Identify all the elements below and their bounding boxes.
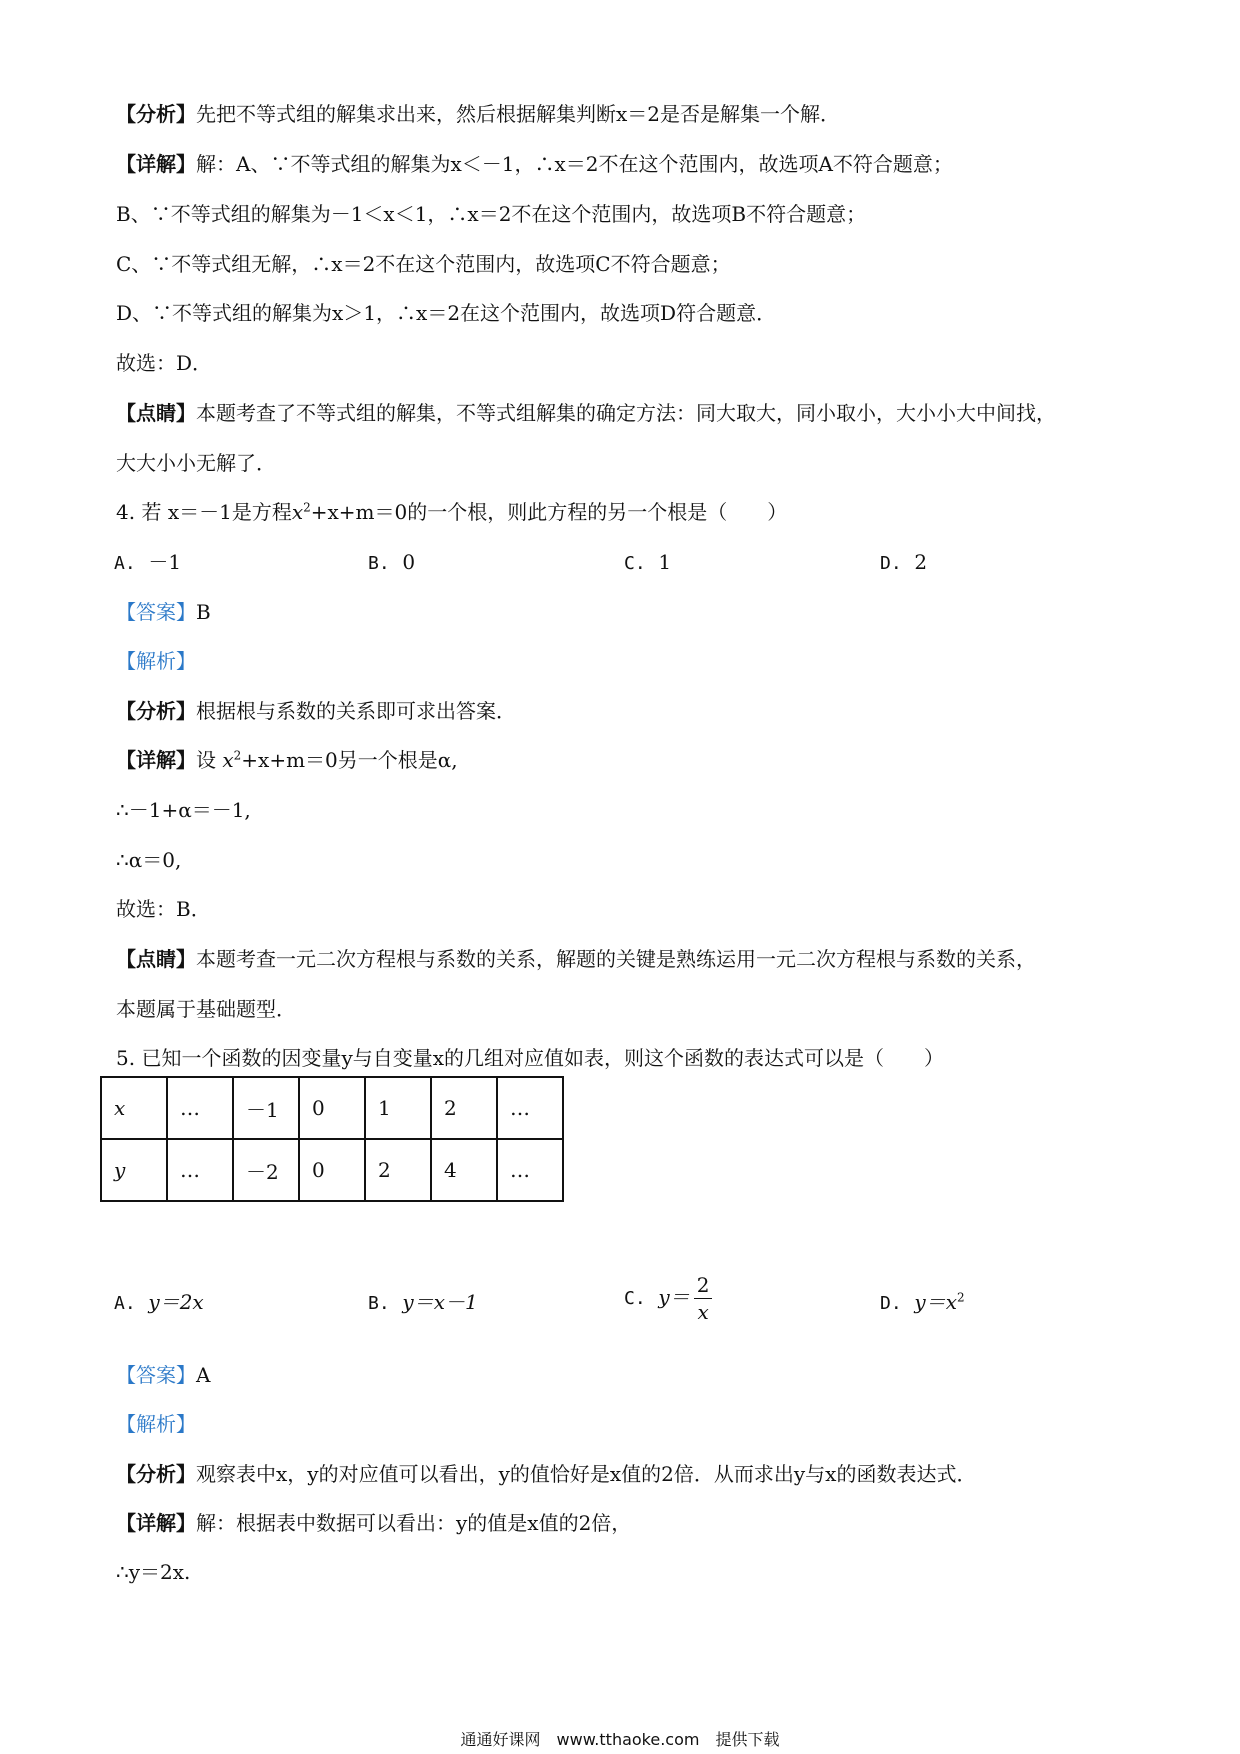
q4-detail-var: x [222,748,234,772]
table-cell: … [167,1139,233,1201]
q3-detail-a: 解：A、∵不等式组的解集为x＜－1，∴x＝2不在这个范围内，故选项A不符合题意； [196,152,953,176]
q5-option-d-sup: 2 [956,1290,965,1305]
q3-detail-c: C、∵不等式组无解，∴x＝2不在这个范围内，故选项C不符合题意； [116,252,731,276]
q4-stem-sup: 2 [303,500,311,515]
q3-analysis-title: 【分析】 [116,102,196,126]
q4-answer-line [116,598,211,626]
q5-option-c-fraction [694,1272,713,1325]
q5-analysis-title: 【分析】 [116,1462,196,1486]
q5-detail-line [116,1509,631,1537]
q5-detail-title: 【详解】 [116,1511,196,1535]
q3-comment-1: 本题考查了不等式组的解集，不等式组解集的确定方法：同大取大，同小取小，大小小大中间找， [196,401,1056,425]
q3-comment-line [116,399,1056,427]
table-cell: －2 [233,1139,299,1201]
q4-detail-title: 【详解】 [116,748,196,772]
q4-option-d-label: D. [880,553,902,574]
fraction-numerator: 2 [694,1272,713,1299]
q4-stem-var: x [291,500,304,524]
q4-option-c-label: C. [624,553,646,574]
q4-option-a [114,548,181,578]
q4-option-a-label: A. [114,553,136,574]
fraction-denominator: x [697,1300,709,1324]
q5-solution-title: 【解析】 [116,1412,196,1436]
q4-option-b-label: B. [368,553,390,574]
q5-option-a-label: A. [114,1293,136,1314]
table-cell: 0 [299,1077,365,1139]
q4-comment-title: 【点睛】 [116,947,196,971]
q4-detail-1c: +x+m＝0另一个根是α, [241,748,458,772]
q4-detail-1a: 设 [196,748,216,772]
q4-analysis-line [116,697,516,725]
q5-detail-2: ∴y＝2x. [116,1560,191,1584]
table-cell: … [497,1139,563,1201]
q3-analysis-text: 先把不等式组的解集求出来，然后根据解集判断x＝2是否是解集一个解． [196,102,841,126]
q5-option-a-text: y＝2x [148,1290,204,1314]
q4-answer: B [196,600,211,624]
q4-solution-title: 【解析】 [116,649,196,673]
q4-detail-line [116,746,458,774]
q5-option-d [880,1288,965,1318]
q3-comment-title: 【点睛】 [116,401,196,425]
q4-option-d-text: 2 [914,550,928,574]
q5-analysis-line [116,1460,976,1488]
q4-stem [116,498,787,526]
q4-option-b [368,548,415,578]
q5-option-c-label: C. [624,1288,646,1309]
q4-detail-sup: 2 [233,748,242,763]
table-cell: 0 [299,1139,365,1201]
q4-comment-line [116,945,1036,973]
q4-answer-title: 【答案】 [116,600,196,624]
q5-stem: 5. 已知一个函数的因变量y与自变量x的几组对应值如表，则这个函数的表达式可以是（ ） [116,1046,945,1070]
q4-detail-3: ∴α＝0, [116,848,182,872]
q3-choice: 故选：D． [116,351,213,375]
q5-option-d-label: D. [880,1293,902,1314]
table-cell: … [497,1077,563,1139]
q5-analysis-text: 观察表中x，y的对应值可以看出，y的值恰好是x值的2倍．从而求出y与x的函数表达式． [196,1462,977,1486]
table-cell: 2 [431,1077,497,1139]
q5-option-d-text: y＝x [914,1290,957,1314]
q4-stem-part1: x＝－1是方程 [167,500,292,524]
q4-detail-2: ∴－1+α＝－1, [116,798,251,822]
q5-value-table [100,1076,564,1202]
q5-option-b-label: B. [368,1293,390,1314]
table-cell: 1 [365,1077,431,1139]
q5-answer: A [196,1363,211,1387]
q5-detail-1: 解：根据表中数据可以看出：y的值是x值的2倍， [196,1511,632,1535]
table-cell: x [101,1077,167,1139]
q3-detail-d: D、∵不等式组的解集为x＞1，∴x＝2在这个范围内，故选项D符合题意． [116,301,777,325]
q5-answer-line [116,1361,210,1389]
q4-comment-2: 本题属于基础题型． [116,997,296,1021]
q4-stem-part3: +x+m＝0的一个根，则此方程的另一个根是（ ） [310,500,788,524]
q4-number: 4. 若 [116,500,162,524]
q5-option-a [114,1288,204,1318]
table-cell: －1 [233,1077,299,1139]
q5-option-c-prefix: y＝ [658,1285,690,1309]
q4-analysis-text: 根据根与系数的关系即可求出答案． [196,699,516,723]
q4-option-d [880,548,927,578]
q4-analysis-title: 【分析】 [116,699,196,723]
q4-option-a-text: －1 [148,550,182,574]
table-row [101,1139,563,1201]
q4-choice: 故选：B． [116,897,211,921]
table-cell: y [101,1139,167,1201]
q3-detail-title: 【详解】 [116,152,196,176]
q3-comment-2: 大大小小无解了． [116,451,276,475]
q3-detail-line [116,150,953,178]
q3-detail-b: B、∵不等式组的解集为－1＜x＜1，∴x＝2不在这个范围内，故选项B不符合题意； [116,202,867,226]
table-cell: 2 [365,1139,431,1201]
q3-analysis-line [116,100,840,128]
q4-option-c [624,548,671,578]
table-row [101,1077,563,1139]
q5-option-c [624,1272,712,1325]
table-cell: 4 [431,1139,497,1201]
q4-comment-1: 本题考查一元二次方程根与系数的关系，解题的关键是熟练运用一元二次方程根与系数的关系， [196,947,1036,971]
q5-option-b [368,1288,478,1318]
table-cell: … [167,1077,233,1139]
q4-option-b-text: 0 [402,550,416,574]
q5-answer-title: 【答案】 [116,1363,196,1387]
q5-option-b-text: y＝x－1 [402,1290,478,1314]
q4-option-c-text: 1 [658,550,672,574]
page-footer: 通通好课网 www.tthaoke.com 提供下载 [460,1730,780,1749]
